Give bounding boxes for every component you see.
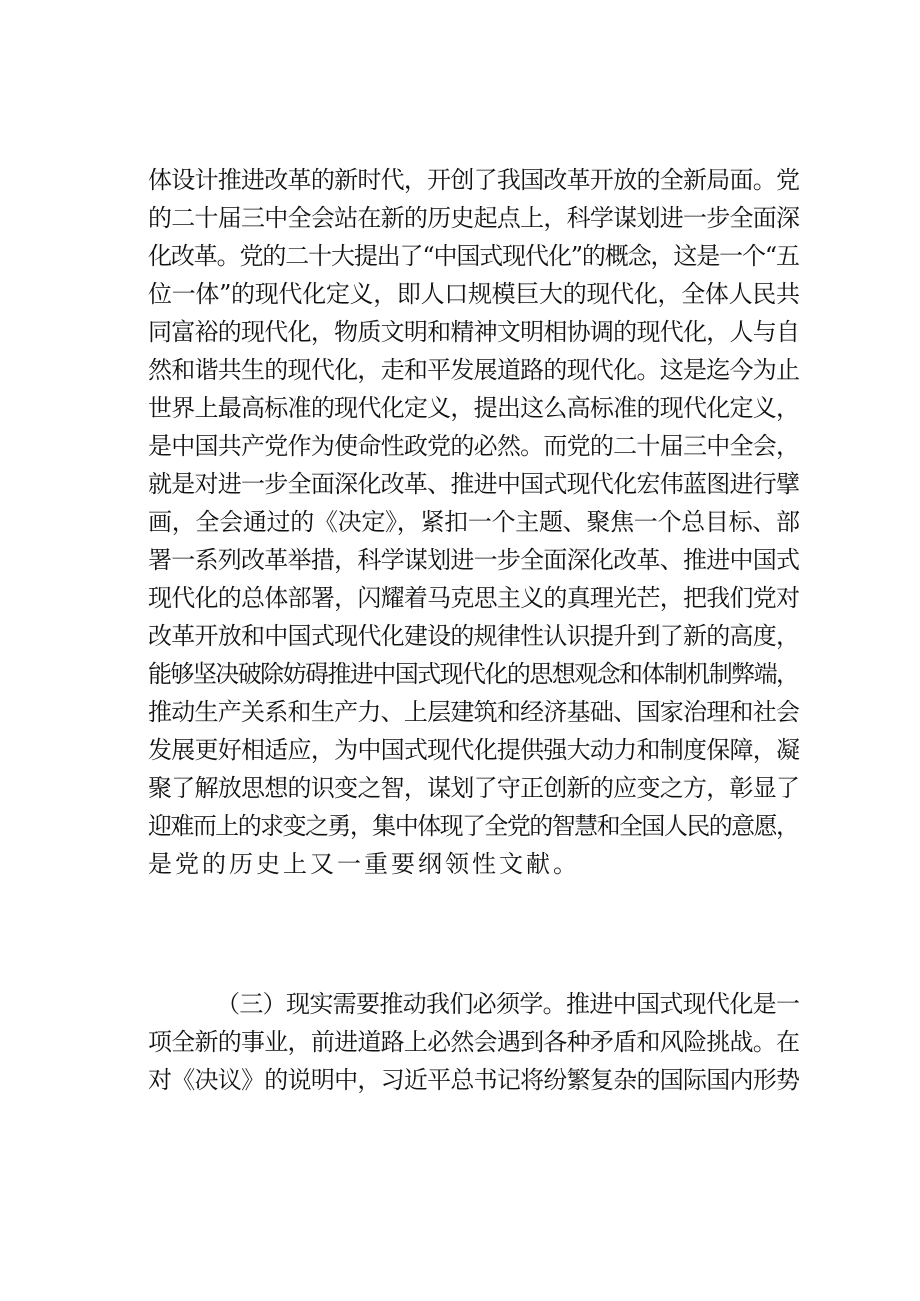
body-paragraph-1: [148, 161, 800, 883]
text-line: 推动生产关系和生产力、上层建筑和经济基础、国家治理和社会: [148, 698, 800, 726]
body-paragraph-2: [148, 985, 800, 1099]
text-line: 是中国共产党作为使命性政党的必然。而党的二十届三中全会，: [148, 432, 800, 460]
text-line: 能够坚决破除妨碍推进中国式现代化的思想观念和体制机制弊端，: [148, 660, 799, 688]
text-line: 署一系列改革举措，科学谋划进一步全面深化改革、推进中国式: [148, 546, 800, 574]
text-line: 就是对进一步全面深化改革、推进中国式现代化宏伟蓝图进行擘: [148, 470, 800, 498]
text-line: 现代化的总体部署，闪耀着马克思主义的真理光芒，把我们党对: [148, 584, 800, 612]
text-line: 迎难而上的求变之勇，集中体现了全党的智慧和全国人民的意愿，: [148, 812, 799, 840]
text-line: 同富裕的现代化，物质文明和精神文明相协调的现代化，人与自: [148, 318, 800, 346]
text-line: 聚了解放思想的识变之智，谋划了守正创新的应变之方，彰显了: [148, 774, 800, 802]
text-line: 世界上最高标准的现代化定义，提出这么高标准的现代化定义，: [148, 394, 800, 422]
text-line: 是党的历史上又一重要纲领性文献。: [148, 850, 580, 878]
text-line: 化改革。党的二十大提出了“中国式现代化”的概念，这是一个“五: [148, 242, 799, 270]
text-line: 的二十届三中全会站在新的历史起点上，科学谋划进一步全面深: [148, 204, 800, 232]
text-line: 然和谐共生的现代化，走和平发展道路的现代化。这是迄今为止: [148, 356, 800, 384]
section-heading-line: （三）现实需要推动我们必须学。推进中国式现代化是一: [216, 990, 800, 1018]
text-line: 对《决议》的说明中，习近平总书记将纷繁复杂的国际国内形势: [148, 1066, 800, 1094]
text-line: 项全新的事业，前进道路上必然会遇到各种矛盾和风险挑战。在: [148, 1028, 800, 1056]
text-line: 发展更好相适应，为中国式现代化提供强大动力和制度保障，凝: [148, 736, 800, 764]
text-line: 位一体”的现代化定义，即人口规模巨大的现代化，全体人民共: [148, 280, 800, 308]
text-line: 体设计推进改革的新时代，开创了我国改革开放的全新局面。党: [148, 166, 800, 194]
text-line: 改革开放和中国式现代化建设的规律性认识提升到了新的高度，: [148, 622, 800, 650]
text-line: 画，全会通过的《决定》，紧扣一个主题、聚焦一个总目标、部: [148, 508, 800, 536]
